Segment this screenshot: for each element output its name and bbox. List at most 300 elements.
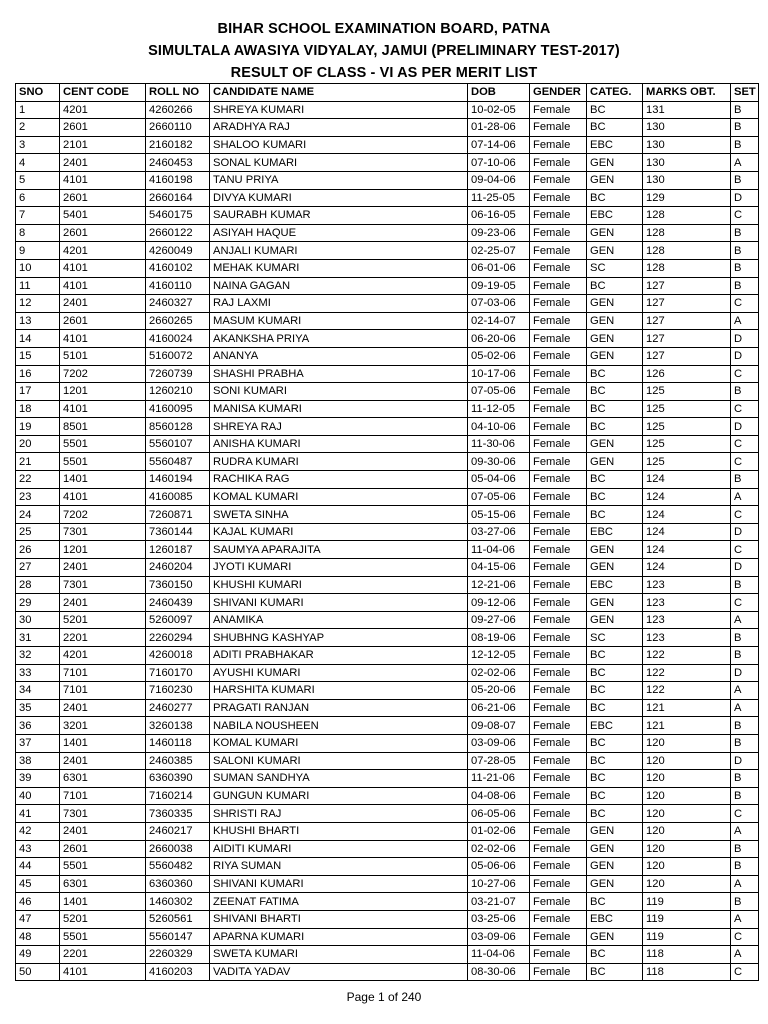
cell-gender: Female: [530, 629, 587, 647]
cell-candidate-name: RUDRA KUMARI: [210, 453, 468, 471]
cell-roll-no: 7160214: [146, 787, 210, 805]
cell-set: A: [731, 611, 759, 629]
cell-dob: 08-30-06: [468, 963, 530, 981]
cell-gender: Female: [530, 840, 587, 858]
cell-marks: 128: [643, 242, 731, 260]
cell-marks: 125: [643, 383, 731, 401]
cell-cent-code: 2401: [60, 295, 146, 313]
cell-dob: 05-20-06: [468, 682, 530, 700]
cell-gender: Female: [530, 224, 587, 242]
cell-set: B: [731, 101, 759, 119]
cell-marks: 123: [643, 629, 731, 647]
cell-marks: 120: [643, 840, 731, 858]
cell-category: GEN: [587, 822, 643, 840]
table-row: [16, 699, 759, 717]
cell-category: GEN: [587, 541, 643, 559]
cell-candidate-name: KHUSHI KUMARI: [210, 576, 468, 594]
table-row: [16, 365, 759, 383]
cell-roll-no: 1260210: [146, 383, 210, 401]
cell-roll-no: 7260871: [146, 506, 210, 524]
cell-category: BC: [587, 189, 643, 207]
cell-marks: 130: [643, 136, 731, 154]
cell-dob: 08-19-06: [468, 629, 530, 647]
cell-marks: 120: [643, 805, 731, 823]
cell-roll-no: 5560487: [146, 453, 210, 471]
cell-candidate-name: SONI KUMARI: [210, 383, 468, 401]
cell-dob: 07-03-06: [468, 295, 530, 313]
cell-category: BC: [587, 699, 643, 717]
cell-dob: 04-15-06: [468, 559, 530, 577]
table-row: [16, 910, 759, 928]
cell-candidate-name: ASIYAH HAQUE: [210, 224, 468, 242]
cell-category: SC: [587, 629, 643, 647]
cell-candidate-name: VADITA YADAV: [210, 963, 468, 981]
cell-candidate-name: NAINA GAGAN: [210, 277, 468, 295]
cell-sno: 16: [16, 365, 60, 383]
cell-cent-code: 4101: [60, 277, 146, 295]
cell-candidate-name: ANANYA: [210, 347, 468, 365]
table-row: [16, 541, 759, 559]
cell-roll-no: 5260097: [146, 611, 210, 629]
cell-roll-no: 5260561: [146, 910, 210, 928]
cell-marks: 122: [643, 647, 731, 665]
table-row: [16, 594, 759, 612]
cell-candidate-name: AIDITI KUMARI: [210, 840, 468, 858]
table-row: [16, 629, 759, 647]
cell-sno: 11: [16, 277, 60, 295]
cell-sno: 21: [16, 453, 60, 471]
cell-candidate-name: KOMAL KUMARI: [210, 488, 468, 506]
cell-set: B: [731, 840, 759, 858]
cell-candidate-name: SALONI KUMARI: [210, 752, 468, 770]
cell-cent-code: 7101: [60, 787, 146, 805]
cell-marks: 125: [643, 400, 731, 418]
cell-set: A: [731, 154, 759, 172]
cell-candidate-name: SAUMYA APARAJITA: [210, 541, 468, 559]
cell-marks: 128: [643, 207, 731, 225]
cell-sno: 3: [16, 136, 60, 154]
cell-candidate-name: AYUSHI KUMARI: [210, 664, 468, 682]
cell-candidate-name: RAJ LAXMI: [210, 295, 468, 313]
cell-roll-no: 2260294: [146, 629, 210, 647]
cell-category: BC: [587, 805, 643, 823]
cell-roll-no: 5560482: [146, 858, 210, 876]
cell-marks: 119: [643, 893, 731, 911]
cell-dob: 10-17-06: [468, 365, 530, 383]
cell-sno: 37: [16, 734, 60, 752]
cell-roll-no: 2660265: [146, 312, 210, 330]
cell-sno: 36: [16, 717, 60, 735]
table-row: [16, 101, 759, 119]
page-number: Page 1 of 240: [346, 990, 422, 1004]
cell-cent-code: 1401: [60, 734, 146, 752]
cell-cent-code: 5401: [60, 207, 146, 225]
cell-candidate-name: PRAGATI RANJAN: [210, 699, 468, 717]
cell-cent-code: 8501: [60, 418, 146, 436]
cell-category: BC: [587, 664, 643, 682]
cell-set: B: [731, 576, 759, 594]
cell-category: BC: [587, 101, 643, 119]
cell-gender: Female: [530, 330, 587, 348]
table-row: [16, 471, 759, 489]
table-row: [16, 488, 759, 506]
cell-cent-code: 4101: [60, 963, 146, 981]
cell-set: C: [731, 928, 759, 946]
cell-cent-code: 7301: [60, 576, 146, 594]
cell-gender: Female: [530, 576, 587, 594]
cell-cent-code: 7301: [60, 523, 146, 541]
cell-sno: 19: [16, 418, 60, 436]
column-header-category: CATEG.: [587, 84, 643, 102]
cell-candidate-name: SHRISTI RAJ: [210, 805, 468, 823]
cell-category: BC: [587, 734, 643, 752]
cell-set: C: [731, 805, 759, 823]
cell-gender: Female: [530, 893, 587, 911]
cell-roll-no: 2460385: [146, 752, 210, 770]
cell-candidate-name: KAJAL KUMARI: [210, 523, 468, 541]
cell-sno: 44: [16, 858, 60, 876]
cell-marks: 127: [643, 330, 731, 348]
cell-category: GEN: [587, 928, 643, 946]
cell-sno: 20: [16, 435, 60, 453]
cell-set: B: [731, 629, 759, 647]
cell-set: B: [731, 647, 759, 665]
cell-gender: Female: [530, 453, 587, 471]
cell-category: GEN: [587, 171, 643, 189]
cell-set: D: [731, 559, 759, 577]
cell-cent-code: 2401: [60, 822, 146, 840]
cell-marks: 120: [643, 858, 731, 876]
cell-roll-no: 8560128: [146, 418, 210, 436]
cell-candidate-name: ADITI PRABHAKAR: [210, 647, 468, 665]
cell-set: C: [731, 400, 759, 418]
table-row: [16, 875, 759, 893]
cell-category: EBC: [587, 576, 643, 594]
cell-dob: 07-10-06: [468, 154, 530, 172]
cell-set: A: [731, 875, 759, 893]
cell-set: A: [731, 699, 759, 717]
cell-dob: 07-28-05: [468, 752, 530, 770]
cell-sno: 18: [16, 400, 60, 418]
table-row: [16, 189, 759, 207]
cell-roll-no: 7360335: [146, 805, 210, 823]
cell-category: GEN: [587, 559, 643, 577]
cell-cent-code: 1201: [60, 541, 146, 559]
cell-candidate-name: SHREYA KUMARI: [210, 101, 468, 119]
cell-sno: 6: [16, 189, 60, 207]
table-row: [16, 330, 759, 348]
cell-roll-no: 1460194: [146, 471, 210, 489]
cell-sno: 7: [16, 207, 60, 225]
cell-candidate-name: ANISHA KUMARI: [210, 435, 468, 453]
cell-cent-code: 2601: [60, 840, 146, 858]
cell-cent-code: 2101: [60, 136, 146, 154]
cell-dob: 11-21-06: [468, 770, 530, 788]
cell-marks: 130: [643, 119, 731, 137]
cell-set: B: [731, 277, 759, 295]
cell-roll-no: 2460327: [146, 295, 210, 313]
cell-category: GEN: [587, 312, 643, 330]
cell-dob: 11-25-05: [468, 189, 530, 207]
table-row: [16, 295, 759, 313]
cell-marks: 124: [643, 541, 731, 559]
cell-cent-code: 2601: [60, 189, 146, 207]
cell-gender: Female: [530, 277, 587, 295]
cell-set: B: [731, 259, 759, 277]
cell-marks: 119: [643, 910, 731, 928]
cell-marks: 127: [643, 277, 731, 295]
table-row: [16, 840, 759, 858]
cell-category: BC: [587, 488, 643, 506]
cell-cent-code: 5201: [60, 611, 146, 629]
cell-candidate-name: SHIVANI KUMARI: [210, 875, 468, 893]
cell-cent-code: 2201: [60, 629, 146, 647]
cell-category: BC: [587, 365, 643, 383]
cell-cent-code: 1401: [60, 471, 146, 489]
cell-roll-no: 4260049: [146, 242, 210, 260]
cell-roll-no: 4160203: [146, 963, 210, 981]
cell-category: BC: [587, 418, 643, 436]
cell-gender: Female: [530, 347, 587, 365]
table-row: [16, 224, 759, 242]
cell-dob: 10-02-05: [468, 101, 530, 119]
cell-roll-no: 1260187: [146, 541, 210, 559]
cell-set: D: [731, 330, 759, 348]
cell-sno: 22: [16, 471, 60, 489]
cell-marks: 120: [643, 734, 731, 752]
cell-marks: 131: [643, 101, 731, 119]
cell-cent-code: 7301: [60, 805, 146, 823]
cell-set: C: [731, 963, 759, 981]
cell-cent-code: 5501: [60, 453, 146, 471]
cell-candidate-name: HARSHITA KUMARI: [210, 682, 468, 700]
cell-category: BC: [587, 946, 643, 964]
cell-marks: 120: [643, 875, 731, 893]
table-header-row: [16, 84, 759, 102]
cell-marks: 118: [643, 963, 731, 981]
cell-category: GEN: [587, 242, 643, 260]
table-row: [16, 154, 759, 172]
table-row: [16, 523, 759, 541]
cell-dob: 06-01-06: [468, 259, 530, 277]
cell-sno: 8: [16, 224, 60, 242]
cell-roll-no: 5460175: [146, 207, 210, 225]
cell-dob: 12-12-05: [468, 647, 530, 665]
table-row: [16, 418, 759, 436]
cell-sno: 45: [16, 875, 60, 893]
cell-category: GEN: [587, 154, 643, 172]
cell-set: D: [731, 347, 759, 365]
cell-marks: 119: [643, 928, 731, 946]
cell-gender: Female: [530, 787, 587, 805]
cell-cent-code: 2401: [60, 594, 146, 612]
column-header-cent-code: CENT CODE: [60, 84, 146, 102]
cell-marks: 120: [643, 822, 731, 840]
cell-gender: Female: [530, 207, 587, 225]
cell-roll-no: 6360360: [146, 875, 210, 893]
cell-roll-no: 1460118: [146, 734, 210, 752]
table-row: [16, 752, 759, 770]
cell-roll-no: 5160072: [146, 347, 210, 365]
cell-candidate-name: ANJALI KUMARI: [210, 242, 468, 260]
cell-gender: Female: [530, 682, 587, 700]
cell-marks: 121: [643, 717, 731, 735]
cell-marks: 122: [643, 682, 731, 700]
column-header-candidate-name: CANDIDATE NAME: [210, 84, 468, 102]
cell-dob: 10-27-06: [468, 875, 530, 893]
cell-category: BC: [587, 647, 643, 665]
cell-sno: 33: [16, 664, 60, 682]
cell-marks: 122: [643, 664, 731, 682]
cell-category: EBC: [587, 136, 643, 154]
cell-marks: 120: [643, 770, 731, 788]
table-row: [16, 647, 759, 665]
cell-set: B: [731, 734, 759, 752]
cell-marks: 128: [643, 259, 731, 277]
cell-roll-no: 6360390: [146, 770, 210, 788]
cell-sno: 41: [16, 805, 60, 823]
column-header-sno: SNO: [16, 84, 60, 102]
cell-cent-code: 1401: [60, 893, 146, 911]
cell-gender: Female: [530, 383, 587, 401]
cell-gender: Female: [530, 946, 587, 964]
cell-category: EBC: [587, 523, 643, 541]
cell-roll-no: 4260266: [146, 101, 210, 119]
table-row: [16, 787, 759, 805]
cell-category: GEN: [587, 594, 643, 612]
cell-candidate-name: JYOTI KUMARI: [210, 559, 468, 577]
cell-sno: 2: [16, 119, 60, 137]
cell-gender: Female: [530, 717, 587, 735]
cell-roll-no: 2660110: [146, 119, 210, 137]
cell-marks: 123: [643, 576, 731, 594]
cell-sno: 9: [16, 242, 60, 260]
cell-category: GEN: [587, 224, 643, 242]
cell-category: GEN: [587, 453, 643, 471]
cell-cent-code: 4101: [60, 259, 146, 277]
cell-category: EBC: [587, 717, 643, 735]
cell-candidate-name: KOMAL KUMARI: [210, 734, 468, 752]
column-header-roll-no: ROLL NO: [146, 84, 210, 102]
table-row: [16, 717, 759, 735]
cell-category: BC: [587, 277, 643, 295]
cell-gender: Female: [530, 647, 587, 665]
cell-gender: Female: [530, 963, 587, 981]
cell-set: A: [731, 946, 759, 964]
cell-cent-code: 5501: [60, 858, 146, 876]
cell-dob: 09-19-05: [468, 277, 530, 295]
cell-cent-code: 4201: [60, 101, 146, 119]
cell-category: BC: [587, 682, 643, 700]
cell-roll-no: 7360150: [146, 576, 210, 594]
cell-candidate-name: SWETA KUMARI: [210, 946, 468, 964]
cell-marks: 125: [643, 453, 731, 471]
cell-category: GEN: [587, 435, 643, 453]
cell-cent-code: 5101: [60, 347, 146, 365]
cell-candidate-name: SUMAN SANDHYA: [210, 770, 468, 788]
cell-category: EBC: [587, 910, 643, 928]
cell-roll-no: 4260018: [146, 647, 210, 665]
table-row: [16, 963, 759, 981]
cell-category: BC: [587, 893, 643, 911]
cell-cent-code: 2601: [60, 224, 146, 242]
cell-gender: Female: [530, 295, 587, 313]
cell-dob: 09-12-06: [468, 594, 530, 612]
cell-set: A: [731, 312, 759, 330]
cell-dob: 03-27-06: [468, 523, 530, 541]
document-header: [0, 18, 768, 84]
cell-category: GEN: [587, 347, 643, 365]
board-title: BIHAR SCHOOL EXAMINATION BOARD, PATNA: [217, 21, 551, 37]
table-row: [16, 734, 759, 752]
cell-marks: 126: [643, 365, 731, 383]
table-row: [16, 347, 759, 365]
cell-sno: 25: [16, 523, 60, 541]
cell-dob: 09-23-06: [468, 224, 530, 242]
cell-roll-no: 4160085: [146, 488, 210, 506]
cell-set: C: [731, 365, 759, 383]
cell-roll-no: 7360144: [146, 523, 210, 541]
cell-dob: 04-08-06: [468, 787, 530, 805]
table-row: [16, 453, 759, 471]
cell-candidate-name: SHASHI PRABHA: [210, 365, 468, 383]
cell-roll-no: 5560147: [146, 928, 210, 946]
table-row: [16, 383, 759, 401]
cell-roll-no: 3260138: [146, 717, 210, 735]
column-header-set: SET: [731, 84, 759, 102]
cell-cent-code: 6301: [60, 770, 146, 788]
cell-set: D: [731, 418, 759, 436]
cell-roll-no: 5560107: [146, 435, 210, 453]
cell-candidate-name: SHIVANI KUMARI: [210, 594, 468, 612]
cell-set: B: [731, 858, 759, 876]
cell-dob: 06-05-06: [468, 805, 530, 823]
cell-dob: 03-25-06: [468, 910, 530, 928]
cell-candidate-name: SHUBHNG KASHYAP: [210, 629, 468, 647]
cell-set: C: [731, 506, 759, 524]
cell-sno: 48: [16, 928, 60, 946]
table-row: [16, 858, 759, 876]
cell-category: BC: [587, 770, 643, 788]
cell-gender: Female: [530, 734, 587, 752]
cell-marks: 125: [643, 435, 731, 453]
cell-marks: 124: [643, 488, 731, 506]
cell-cent-code: 6301: [60, 875, 146, 893]
cell-dob: 02-02-06: [468, 664, 530, 682]
cell-cent-code: 2601: [60, 119, 146, 137]
cell-sno: 32: [16, 647, 60, 665]
cell-candidate-name: AKANKSHA PRIYA: [210, 330, 468, 348]
cell-marks: 125: [643, 418, 731, 436]
table-row: [16, 506, 759, 524]
cell-sno: 35: [16, 699, 60, 717]
cell-roll-no: 4160110: [146, 277, 210, 295]
cell-roll-no: 4160102: [146, 259, 210, 277]
cell-set: B: [731, 717, 759, 735]
cell-gender: Female: [530, 418, 587, 436]
cell-cent-code: 2401: [60, 154, 146, 172]
cell-cent-code: 5501: [60, 928, 146, 946]
cell-category: BC: [587, 787, 643, 805]
cell-set: B: [731, 119, 759, 137]
cell-roll-no: 2660122: [146, 224, 210, 242]
cell-set: B: [731, 893, 759, 911]
table-row: [16, 682, 759, 700]
cell-roll-no: 2660164: [146, 189, 210, 207]
cell-gender: Female: [530, 928, 587, 946]
cell-sno: 12: [16, 295, 60, 313]
cell-sno: 1: [16, 101, 60, 119]
